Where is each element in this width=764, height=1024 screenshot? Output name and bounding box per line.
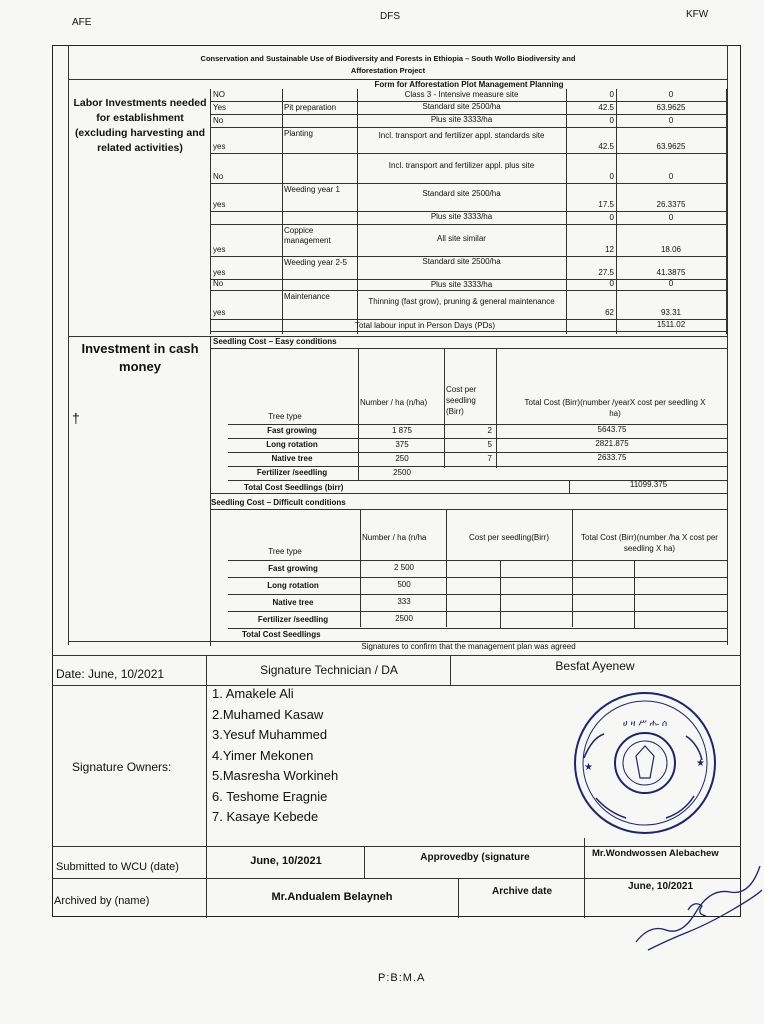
technician-label: Signature Technician / DA xyxy=(260,663,398,677)
labor-description: Plus site 3333/ha xyxy=(430,115,493,124)
archived-name: Mr.Andualem Belayneh xyxy=(271,891,393,903)
title-line1: Conservation and Sustainable Use of Biodiversity and Forests in Ethiopia – South Wollo Biodiversity and xyxy=(200,54,576,63)
difficult-number: 2 500 xyxy=(393,563,415,572)
difficult-tree-type: Long rotation xyxy=(267,581,319,590)
labor-total-value: 1511.02 xyxy=(656,320,686,329)
labor-description: Incl. transport and fertilizer appl. plus site xyxy=(388,161,535,170)
svg-text:ሀ ዛ ሥ ሑ ሰ: ሀ ዛ ሥ ሑ ሰ xyxy=(622,719,668,729)
sign-date: Date: June, 10/2021 xyxy=(56,667,165,681)
easy-cost: 2 xyxy=(487,426,492,435)
labor-yes-no: No xyxy=(213,279,224,288)
labor-yes-no: yes xyxy=(213,245,226,254)
difficult-number: 500 xyxy=(397,580,411,589)
labor-description: Standard site 2500/ha xyxy=(422,189,501,198)
margin-mark: † xyxy=(72,410,80,426)
owner-name: 5.Masresha Workineh xyxy=(212,768,339,783)
easy-tree-type: Fertilizer /seedling xyxy=(256,468,328,477)
svg-text:★: ★ xyxy=(584,762,593,773)
easy-col-number: Number / ha (n/ha) xyxy=(360,398,428,407)
owner-name: 7. Kasaye Kebede xyxy=(212,809,319,824)
difficult-col-line xyxy=(634,560,635,628)
owner-name: 3.Yesuf Muhammed xyxy=(212,727,328,742)
difficult-number: 2500 xyxy=(395,614,413,623)
difficult-col-tree: Tree type xyxy=(268,547,302,556)
difficult-col-line xyxy=(500,560,501,628)
labor-activity: Planting xyxy=(284,129,313,138)
easy-number: 250 xyxy=(395,454,409,463)
labor-person-days: 0 xyxy=(609,172,614,181)
labor-cost: 26.3375 xyxy=(656,200,686,209)
labor-activity: Pit preparation xyxy=(284,103,337,112)
labor-description: Class 3 - Intensive measure site xyxy=(404,90,519,99)
labor-row-line xyxy=(210,331,727,332)
handwritten-signature xyxy=(628,850,764,960)
easy-tree-type: Native tree xyxy=(271,454,313,463)
easy-tree-type: Long rotation xyxy=(266,440,318,449)
labor-person-days: 12 xyxy=(605,245,614,254)
labor-row-line xyxy=(210,290,727,291)
easy-col-tree: Tree type xyxy=(268,412,302,421)
labor-yes-no: yes xyxy=(213,268,226,277)
labor-section-label: Labor Investments needed for establishment (excluding harvesting and related activities) xyxy=(73,97,207,154)
approved-name: Mr.Wondwossen Alebachew xyxy=(592,848,719,859)
header-right: KFW xyxy=(686,9,709,20)
labor-description: Plus site 3333/ha xyxy=(430,280,493,289)
labor-activity: Weeding year 1 xyxy=(284,185,340,194)
easy-cost: 7 xyxy=(487,454,492,463)
labor-activity: Coppice management xyxy=(284,226,331,245)
easy-row-line xyxy=(228,466,727,467)
labor-yes-no: yes xyxy=(213,142,226,151)
submitted-label: Submitted to WCU (date) xyxy=(56,861,179,873)
archive-date-label: Archive date xyxy=(491,886,553,897)
submitted-date: June, 10/2021 xyxy=(250,855,322,867)
labor-yes-no: Yes xyxy=(213,103,227,112)
difficult-col-total: Total Cost (Birr)(number /ha X cost per seedling X ha) xyxy=(581,533,718,553)
easy-cost: 5 xyxy=(487,440,492,449)
header-left: AFE xyxy=(72,17,92,28)
labor-person-days: 42.5 xyxy=(598,142,614,151)
labor-person-days: 27.5 xyxy=(598,268,614,277)
form-title: Form for Afforestation Plot Management Planning xyxy=(374,80,564,89)
labor-yes-no: NO xyxy=(213,90,225,99)
labor-description: Plus site 3333/ha xyxy=(430,212,493,221)
easy-total: 2633.75 xyxy=(597,453,627,462)
easy-total: 2821.875 xyxy=(595,439,629,448)
svg-text:★: ★ xyxy=(696,758,705,769)
difficult-title: Seedling Cost – Difficult conditions xyxy=(211,498,346,507)
labor-description: Standard site 2500/ha xyxy=(422,257,501,266)
labor-yes-no: yes xyxy=(213,308,226,317)
signatures-note: Signatures to confirm that the management plan was agreed xyxy=(361,642,576,651)
labor-yes-no: No xyxy=(213,116,224,125)
labor-cost: 0 xyxy=(668,213,674,222)
difficult-col-number: Number / ha (n/ha xyxy=(362,533,427,542)
archived-label: Archived by (name) xyxy=(54,895,150,907)
investment-section-label: Investment in cash money xyxy=(81,341,199,374)
footer-mark: P:B:M.A xyxy=(378,972,426,984)
header-center: DFS xyxy=(380,11,400,22)
labor-cost: 0 xyxy=(668,90,674,99)
approved-label: Approvedby (signature xyxy=(420,852,530,863)
difficult-tree-type: Native tree xyxy=(272,598,314,607)
difficult-tree-type: Fertilizer /seedling xyxy=(257,615,329,624)
labor-person-days: 0 xyxy=(609,90,614,99)
owner-name: 2.Muhamed Kasaw xyxy=(212,706,324,722)
easy-tree-type: Fast growing xyxy=(267,426,317,435)
labor-yes-no: yes xyxy=(213,200,226,209)
labor-row-line xyxy=(210,183,727,184)
labor-cost: 18.06 xyxy=(660,245,682,254)
labor-description: Thinning (fast grow), pruning & general maintenance xyxy=(368,297,555,306)
labor-description: All site similar xyxy=(437,234,486,243)
labor-person-days: 62 xyxy=(605,308,614,317)
labor-cost: 0 xyxy=(668,116,674,125)
difficult-total-label: Total Cost Seedlings xyxy=(242,630,321,639)
labor-activity: Weeding year 2-5 xyxy=(284,258,347,267)
labor-cost: 41.3875 xyxy=(656,268,686,277)
owner-name: 1. Amakele Ali xyxy=(212,686,294,701)
labor-person-days: 0 xyxy=(609,116,614,125)
labor-row-line xyxy=(210,224,727,225)
easy-col-total: Total Cost (Birr)(number /yearX cost per seedling X ha) xyxy=(524,398,706,418)
owner-name: 4.Yimer Mekonen xyxy=(212,747,314,763)
labor-activity: Maintenance xyxy=(284,292,330,301)
difficult-number: 333 xyxy=(397,597,411,606)
labor-person-days: 0 xyxy=(609,213,614,222)
labor-cost: 63.9625 xyxy=(656,103,686,112)
labor-person-days: 17.5 xyxy=(598,200,614,209)
difficult-row-line xyxy=(228,577,727,578)
labor-total-label: Total labour input in Person Days (PDs) xyxy=(354,321,496,330)
labor-description: Standard site 2500/ha xyxy=(422,102,501,111)
owners-label: Signature Owners: xyxy=(72,760,172,774)
difficult-row-line xyxy=(228,594,727,595)
labor-description: Incl. transport and fertilizer appl. standards site xyxy=(378,131,545,140)
owner-name: 6. Teshome Eragnie xyxy=(212,788,328,804)
official-stamp xyxy=(566,688,724,838)
easy-number: 2500 xyxy=(393,468,411,477)
labor-yes-no: No xyxy=(213,172,224,181)
labor-row-line xyxy=(210,153,727,154)
easy-number: 1 875 xyxy=(391,426,413,435)
labor-cost: 0 xyxy=(668,279,674,288)
difficult-row-line xyxy=(228,611,727,612)
labor-person-days: 0 xyxy=(609,279,614,288)
difficult-col-cost: Cost per seedling(Birr) xyxy=(468,533,550,542)
easy-total: 5643.75 xyxy=(597,425,627,434)
easy-total-value: 11099.375 xyxy=(629,480,668,489)
labor-cost: 93.31 xyxy=(660,308,682,317)
easy-col-cost: Cost per seedling (Birr) xyxy=(446,385,477,416)
difficult-tree-type: Fast growing xyxy=(268,564,318,573)
labor-person-days: 42.5 xyxy=(598,103,614,112)
difficult-row-line xyxy=(228,560,727,561)
easy-number: 375 xyxy=(395,440,409,449)
easy-total-label: Total Cost Seedlings (birr) xyxy=(244,483,344,492)
easy-title: Seedling Cost – Easy conditions xyxy=(213,337,337,346)
technician-name: Besfat Ayenew xyxy=(555,659,635,673)
labor-cost: 63.9625 xyxy=(656,142,686,151)
difficult-row-line xyxy=(228,628,727,629)
title-line2: Afforestation Project xyxy=(350,66,426,75)
labor-cost: 0 xyxy=(668,172,674,181)
archive-date: June, 10/2021 xyxy=(628,881,694,892)
labor-row-line xyxy=(210,127,727,128)
